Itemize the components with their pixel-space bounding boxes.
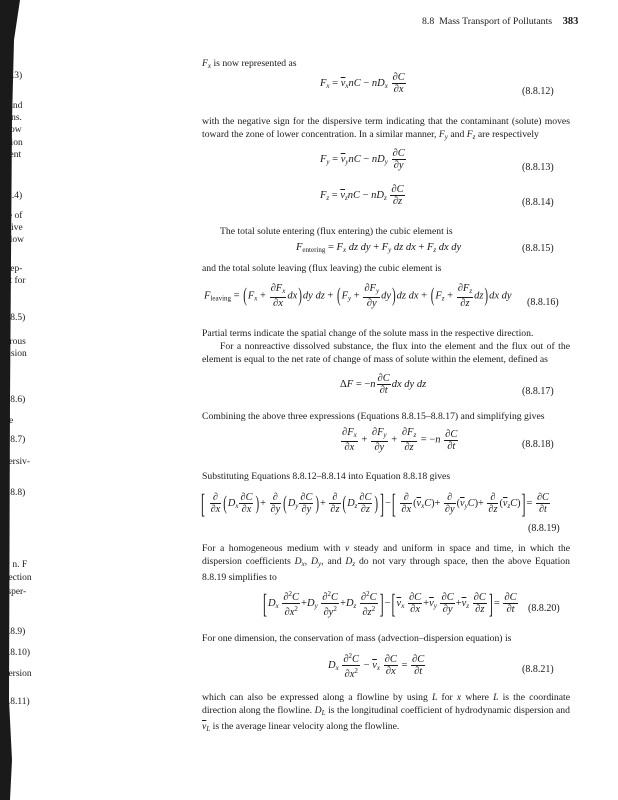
margin-line: (8.8.9) [0, 627, 26, 637]
paragraph: Substituting Equations 8.8.12–8.8.14 into Equation 8.8.18 gives [202, 471, 451, 482]
margin-line: (8.8.7) [0, 435, 26, 445]
equation-8-8-17: ΔF = −n $\frac{\partial C}{\partial t}$ dx dy dz [340, 373, 427, 396]
margin-line: unt for [0, 276, 26, 286]
paragraph-text: with the negative sign for the dispersive term indicating that the contaminant (solute) moves toward the zone of lower concentration. In a similar manner, [202, 116, 570, 140]
paragraph-text: steady and uniform in space and time, in which the dispersion coefficients [202, 543, 570, 567]
paragraph: and the total solute leaving (flux leaving) the cubic element is [202, 263, 442, 274]
margin-line: (8.8.6) [0, 395, 26, 405]
equation-8-8-18: $\frac{\partial F_x}{\partial x}$ + $\frac{\partial F_y}{\partial y}$ + $\frac{\partial F_z}{\partial z}$ = −n $\frac{\partial C}{\partial t}$ [342, 427, 458, 453]
paragraph-text: and [447, 129, 467, 140]
equation-8-8-14: $F_z = \overline{v}_znC - nD_z$ $\frac{\partial C}{\partial z}$ [320, 184, 404, 207]
equation-number: (8.8.21) [522, 664, 554, 675]
margin-line: icient [0, 150, 22, 160]
margin-line: lirection [0, 573, 32, 583]
paragraph-text: is now represented as [211, 58, 297, 69]
page-number: 383 [562, 16, 579, 27]
paragraph-text: are respectively [475, 129, 539, 140]
paragraph-text: where [461, 692, 494, 703]
paragraph-text: do not vary through space, then the above Equation 8.8.19 simplifies to [202, 556, 570, 583]
equation-number: (8.8.13) [522, 162, 554, 173]
margin-line: (8.8.5) [0, 313, 26, 323]
paragraph-text: for [437, 692, 457, 703]
paragraph: The total solute entering (flux entering) the cubic element is [220, 226, 453, 237]
running-header [422, 16, 578, 27]
paragraph: For one dimension, the conservation of mass (advection–dispersion equation) is [202, 633, 512, 644]
equation-8-8-19: [ $\frac{\partial}{\partial x}$ ($D_x$ $\frac{\partial C}{\partial x}$ )+ $\frac{\partial}{\partial y}$ ($D_y$ $\frac{\partial C}{\partial y}$ )+ $\frac{\partial}{\partial z}$ ($D_z$ $\frac{\partial C}{\partial z}$ ) ]−[ $\frac{\partial}{\partial x}$ $(\overline{v}_xC)+$ $\frac{\partial}{\partial y}$ $(\overline{v}_yC)+$ $\frac{\partial}{\partial z}$ $(\overline{v}_zC)]=$ $\frac{\partial C}{\partial t}$ [201, 487, 549, 520]
margin-line: spersiv- [0, 457, 31, 467]
equation-number: (8.8.20) [528, 603, 560, 614]
equation-8-8-13: $F_y = \overline{v}_ynC - nD_y$ $\frac{\partial C}{\partial y}$ [320, 148, 405, 171]
margin-line: (8.8.11) [0, 697, 30, 707]
paragraph: which can also be expressed along a flowline by using L for x where L is the coordinate direction along the flowline. $D_L$ is the longitudinal coefficient of hydrodynamic dispersion and $\overline{v}_L$ is the average linear velocity along the flowline. [202, 692, 570, 733]
equation-number: (8.8.14) [522, 197, 554, 208]
margin-line: disper- [0, 587, 27, 597]
margin-line: ase of [0, 211, 23, 221]
paragraph-text: For a homogeneous medium with [202, 543, 346, 554]
equation-number: (8.8.12) [522, 86, 554, 97]
paragraph: Partial terms indicate the spatial change of the solute mass in the respective direction. [202, 328, 534, 339]
header-section: 8.8 [422, 16, 435, 27]
equation-8-8-12: $F_x = \overline{v}_xnC - nD_x$ $\frac{\partial C}{\partial x}$ [320, 72, 405, 95]
paragraph-text: is the average linear velocity along the flowline. [210, 721, 400, 732]
margin-line: ective [0, 223, 23, 233]
margin-line: spersion [0, 669, 32, 679]
margin-line: is [0, 375, 7, 385]
margin-line: porous [0, 337, 26, 347]
equation-number: (8.8.15) [522, 243, 554, 254]
margin-line: ffusion [0, 349, 27, 359]
margin-line: st and [0, 101, 23, 111]
margin-line: ity n. F [0, 560, 28, 570]
margin-line: e sep- [0, 264, 23, 274]
margin-line: (8.8.8) [0, 488, 26, 498]
equation-number: (8.8.17) [522, 386, 554, 397]
margin-line: p [0, 470, 5, 480]
margin-line: rption [0, 138, 23, 148]
margin-line: sions. [0, 113, 22, 123]
margin-line: 3.8.3) [0, 71, 23, 81]
paragraph-text: is the coordinate direction along the flowline. [202, 692, 570, 716]
equation-number: (8.8.18) [522, 439, 554, 450]
margin-line: ave [0, 416, 14, 426]
margin-line: 8.8.4) [0, 191, 23, 201]
paragraph: For a nonreactive dissolved substance, the flux into the element and the flux out of the element is equal to the net rate of change of mass of solute within the element, defined as [202, 341, 570, 365]
equation-8-8-16: $F_{leaving} = (F_x$ + $\frac{\partial F_x}{\partial x}$ dx)dy dz + ($F_y$ + $\frac{\partial F_y}{\partial y}$ dy)dz dx + ($F_z$ + $\frac{\partial F_z}{\partial z}$ dz)dx dy [204, 283, 512, 309]
paragraph: For a homogeneous medium with v steady and uniform in space and time, in which the dispersion coefficients $D_x$, $D_y$, and $D_z$ do not vary through space, then the above Equation 8.8.19 simplifies to [202, 543, 570, 583]
paragraph-text: which can also be expressed along a flowline by using [202, 692, 432, 703]
equation-number: (8.8.19) [528, 523, 560, 534]
margin-line: ollow [0, 125, 22, 135]
equation-8-8-15: $F_{entering} = F_x$ dz dy + $F_y$ dz dx + $F_z$ dx dy [296, 242, 462, 254]
equation-8-8-21: $D_x$ $\frac{\partial^2C}{\partial x^2}$ − $\overline{v}_x$ $\frac{\partial C}{\partial x}$ = $\frac{\partial C}{\partial t}$ [328, 652, 425, 680]
paragraph: Combining the above three expressions (Equations 8.8.15–8.8.17) and simplifying gives [202, 411, 545, 422]
equation-8-8-20: [$D_x$ $\frac{\partial^2C}{\partial x^2}$ $+D_y$ $\frac{\partial^2C}{\partial y^2}$ $+D_z$ $\frac{\partial^2C}{\partial z^2}$ ]$-[\overline{v}_x$ $\frac{\partial C}{\partial x}$ $+\overline{v}_y$ $\frac{\partial C}{\partial y}$ $+\overline{v}_z$ $\frac{\partial C}{\partial z}$ ]= $\frac{\partial C}{\partial t}$ [263, 587, 517, 620]
paragraph-text: is the longitudinal coefficient of hydrodynamic dispersion and [325, 705, 570, 716]
equation-number: (8.8.16) [527, 297, 559, 308]
header-title: Mass Transport of Pollutants [439, 16, 553, 27]
paragraph: with the negative sign for the dispersive term indicating that the contaminant (solute) moves toward the zone of lower concentration. In a similar manner, $F_y$ and $F_z$ are respectively [202, 116, 570, 141]
margin-line: e flow [0, 235, 25, 245]
margin-line: (8.8.10) [0, 648, 31, 658]
paragraph: $F_x$ is now represented as [202, 58, 297, 70]
